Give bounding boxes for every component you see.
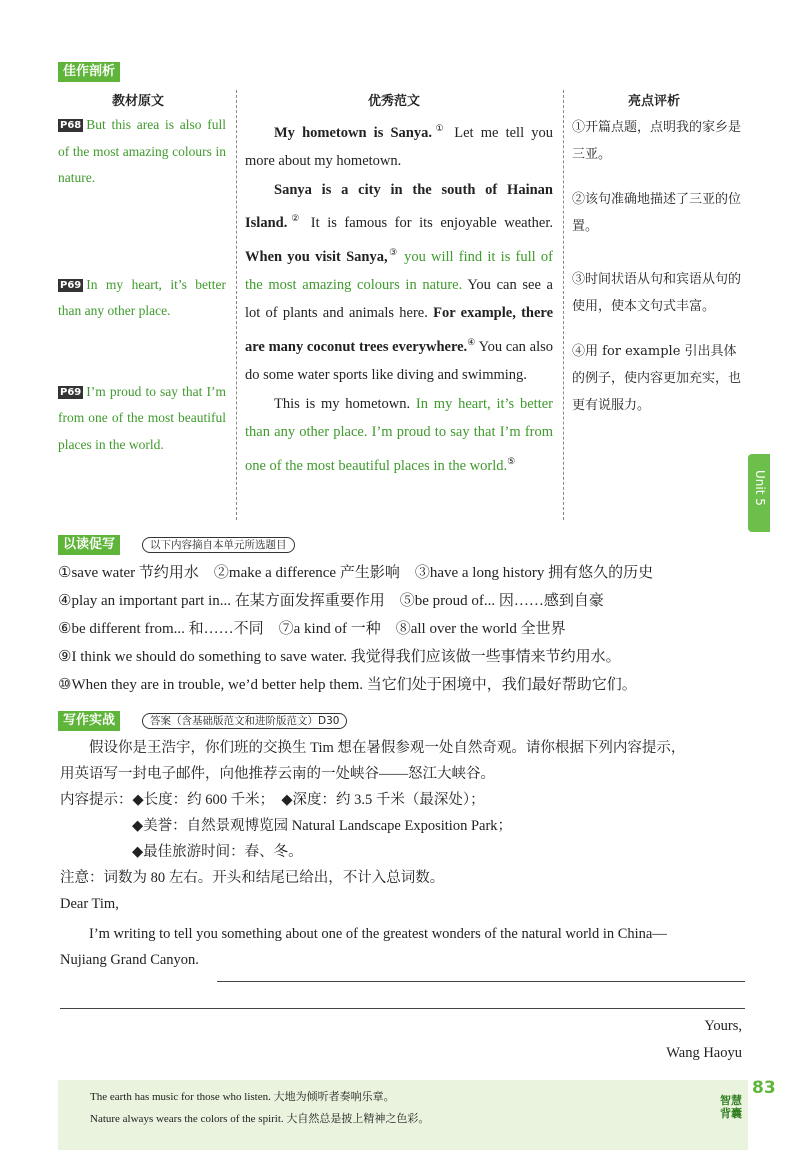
vocab-line: ⑨I think we should do something to save water. 我觉得我们应该做一些事情来节约用水。 xyxy=(58,649,621,665)
column-divider xyxy=(563,90,564,520)
comment-item: ②该句准确地描述了三亚的位置。 xyxy=(572,192,742,234)
letter-opening: Nujiang Grand Canyon. xyxy=(60,952,199,968)
essay-paragraph: Sanya is a city in the south of Hainan Island.② It is famous for its enjoyable weather. When you visit Sanya,③ you will find it is full of the most amazing colours in nature. You can see a lot of plants and animals here. For example, there are many coconut trees everywhere.④ You can also do some water sports like diving and swimming. xyxy=(245,181,554,384)
comment-item: ①开篇点题，点明我的家乡是三亚。 xyxy=(572,120,742,162)
section-tag-writing: 写作实战 xyxy=(58,711,120,731)
task-note: 注意：词数为 80 左右。开头和结尾已给出，不计入总词数。 xyxy=(60,870,445,886)
letter-signature: Wang Haoyu xyxy=(666,1045,742,1061)
page-badge: P69 xyxy=(60,386,82,398)
original-item xyxy=(58,272,226,325)
vocab-line: ④play an important part in... 在某方面发挥重要作用 ⑤be proud of... 因……感到自豪 xyxy=(58,593,604,609)
task-hint: 内容提示：◆长度：约 600 千米； ◆深度：约 3.5 千米（最深处）； xyxy=(60,792,485,808)
col-head-comment: 亮点评析 xyxy=(628,94,681,109)
column-divider xyxy=(236,90,237,520)
unit-label: Unit 5 xyxy=(753,470,767,506)
sample-essay xyxy=(245,114,553,480)
original-text: But this area is also full of the most amazing colours in nature. xyxy=(58,117,226,185)
essay-paragraph: My hometown is Sanya.① Let me tell you more about my hometown. xyxy=(245,123,553,170)
col-head-sample: 优秀范文 xyxy=(368,94,421,109)
task-intro: 假设你是王浩宇，你们班的交换生 Tim 想在暑假参观一处自然奇观。请你根据下列内容提示， xyxy=(89,740,686,756)
writing-line[interactable] xyxy=(217,981,745,982)
vocab-line: ①save water 节约用水 ②make a difference 产生影响 ③have a long history 拥有悠久的历史 xyxy=(58,565,654,581)
footer-quote: Nature always wears the colors of the spirit. 大自然总是披上精神之色彩。 xyxy=(90,1113,430,1125)
page-badge: P68 xyxy=(60,120,82,131)
answer-ref-pill: 答案（含基础版范文和进阶版范文）D30 xyxy=(142,713,347,729)
comment-item: ③时间状语从句和宾语从句的使用，使本文句式丰富。 xyxy=(572,272,742,314)
original-text-column xyxy=(58,112,226,458)
footer-quote: The earth has music for those who listen. 大地为倾听者奏响乐章。 xyxy=(90,1091,395,1103)
vocab-line: ⑩When they are in trouble, we’d better help them. 当它们处于困境中，我们最好帮助它们。 xyxy=(58,677,637,693)
section-tag-reading: 以读促写 xyxy=(58,535,120,555)
vocab-line: ⑥be different from... 和……不同 ⑦a kind of 一种 ⑧all over the world 全世界 xyxy=(58,621,566,637)
original-item xyxy=(58,379,226,459)
task-intro: 用英语写一封电子邮件，向他推荐云南的一处峡谷——怒江大峡谷。 xyxy=(60,766,495,782)
page-badge: P69 xyxy=(60,279,82,291)
comment-item: ④用 for example 引出具体的例子，使内容更加充实，也更有说服力。 xyxy=(572,344,742,413)
vocab-list xyxy=(58,559,653,699)
col-head-original: 教材原文 xyxy=(112,94,165,109)
writing-line[interactable] xyxy=(60,1008,745,1009)
page-number: 83 xyxy=(752,1078,776,1098)
essay-paragraph: This is my hometown. In my heart, it’s better than any other place. I’m proud to say that I’m from one of the most beautiful places in the world.⑤ xyxy=(245,395,553,474)
section-note-pill: 以下内容摘自本单元所选题目 xyxy=(142,537,295,553)
footer-quote-box xyxy=(58,1080,748,1150)
footer-quotes xyxy=(90,1086,429,1130)
original-text: In my heart, it’s better than any other place. xyxy=(58,276,226,318)
comment-column xyxy=(572,114,748,419)
task-hint: ◆美誉：自然景观博览园 Natural Landscape Exposition Park； xyxy=(132,818,513,834)
writing-task xyxy=(60,735,750,973)
original-text: I’m proud to say that I’m from one of the most beautiful places in the world. xyxy=(58,383,226,452)
letter-closing: Yours, xyxy=(704,1018,742,1034)
letter-opening: I’m writing to tell you something about one of the greatest wonders of the natural world in China— xyxy=(89,926,667,942)
task-hint: ◆最佳旅游时间：春、冬。 xyxy=(132,844,303,860)
original-item xyxy=(58,112,226,192)
section-tag-analysis: 佳作剖析 xyxy=(58,62,120,82)
brand-logo: 智慧 背囊 xyxy=(720,1094,742,1120)
letter-greeting: Dear Tim, xyxy=(60,896,119,912)
